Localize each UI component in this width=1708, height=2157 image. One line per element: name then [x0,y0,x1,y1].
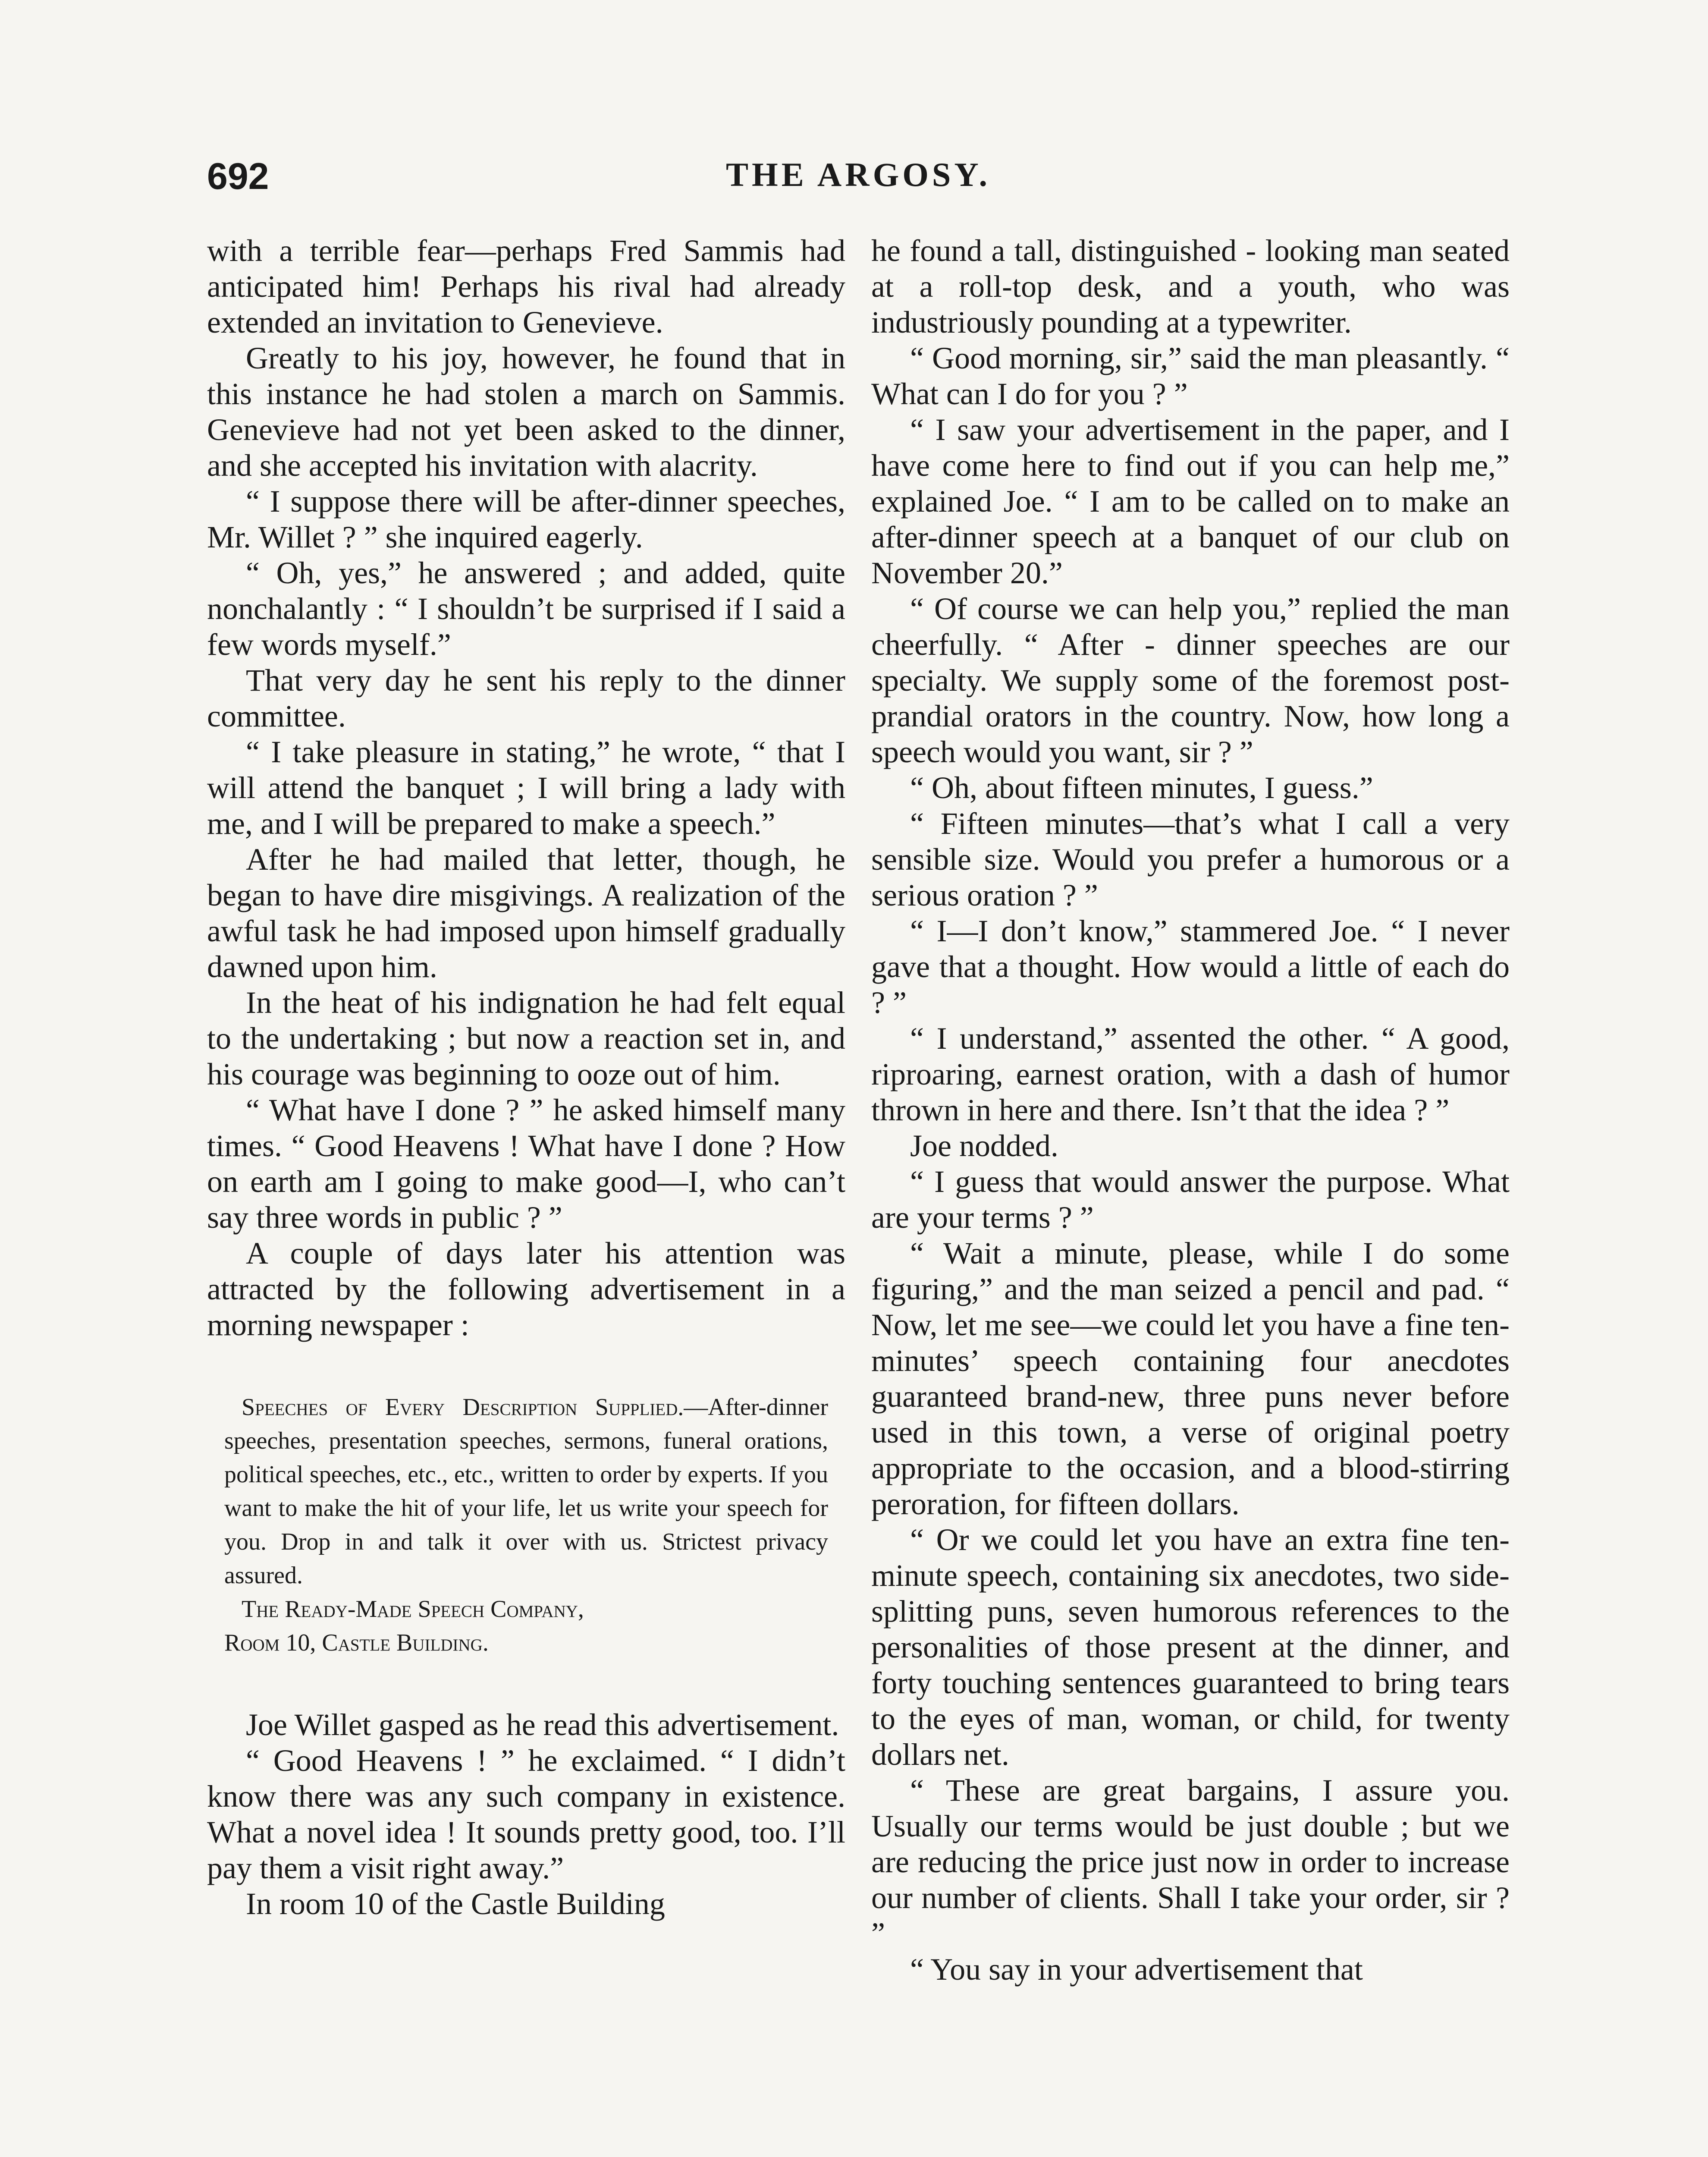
newspaper-advertisement [224,1390,828,1660]
paragraph: That very day he sent his reply to the dinner committee. [207,663,845,733]
ad-body: —After-dinner speeches, presentation speeches, sermons, funeral orations, political speeches, etc., etc., written to order by experts. If you want to make the hit of your life, let us write your speech for you. Drop in and talk it over with us. Strictest privacy assured. [224,1394,828,1589]
paragraph: “ Oh, about fifteen minutes, I guess.” [910,770,1373,805]
paragraph: “ I guess that would answer the purpose. What are your terms ? ” [871,1164,1510,1235]
ad-text [224,1390,828,1592]
paragraph: “ These are great bargains, I assure you. Usually our terms would be just double ; but we are reducing the price just now in order to increase our number of clients. Shall I take your order, sir ? ” [871,1773,1510,1951]
paragraph: Joe nodded. [910,1129,1058,1163]
paragraph: “ I—I don’t know,” stammered Joe. “ I never gave that a thought. How would a little of each do ? ” [871,914,1510,1020]
ad-heading: Speeches of Every Description Supplied. [242,1394,684,1421]
paragraph: “ You say in your advertisement that [910,1952,1363,1987]
paragraph: “ Wait a minute, please, while I do some figuring,” and the man seized a pencil and pad. “ Now, let me see—we could let you have a fine ten-minutes’ speech containing four anecdotes guaranteed brand-new, three puns never before used in this town, a verse of original poetry appropriate to the occasion, and a blood-stirring peroration, for fifteen dollars. [871,1236,1510,1521]
paragraph: with a terrible fear—perhaps Fred Sammis had anticipated him! Perhaps his rival had already extended an invitation to Genevieve. [207,233,845,340]
paragraph: “ Good Heavens ! ” he exclaimed. “ I didn’t know there was any such company in existence. What a novel idea ! It sounds pretty good, too. I’ll pay them a visit right away.” [207,1743,845,1885]
paragraph: “ I saw your advertisement in the paper, and I have come here to find out if you can help me,” explained Joe. “ I am to be called on to make an after-dinner speech at a banquet of our club on November 20.” [871,412,1510,590]
paragraph: “ Or we could let you have an extra fine ten-minute speech, containing six anecdotes, two side-splitting puns, seven humorous references to the personalities of those present at the dinner, and forty touching sentences guaranteed to bring tears to the eyes of man, woman, or child, for twenty dollars net. [871,1522,1510,1772]
paragraph: “ Good morning, sir,” said the man pleasantly. “ What can I do for you ? ” [871,341,1510,411]
paragraph: In the heat of his indignation he had felt equal to the undertaking ; but now a reaction set in, and his courage was beginning to ooze out of him. [207,985,845,1091]
paragraph: “ I understand,” assented the other. “ A good, riproaring, earnest oration, with a dash of humor thrown in here and there. Isn’t that the idea ? ” [871,1021,1510,1127]
page-number: 692 [207,156,269,197]
right-column [871,233,1510,1987]
ad-signature-company: The Ready-Made Speech Company, [242,1596,584,1622]
paragraph: In room 10 of the Castle Building [246,1887,665,1921]
page-header [207,155,1510,207]
paragraph: “ I take pleasure in stating,” he wrote, “ that I will attend the banquet ; I will bring a lady with me, and I will be prepared to make a speech.” [207,735,845,841]
paragraph: “ I suppose there will be after-dinner speeches, Mr. Willet ? ” she inquired eagerly. [207,484,845,554]
paragraph: Greatly to his joy, however, he found that in this instance he had stolen a march on Sammis. Genevieve had not yet been asked to the dinner, and she accepted his invitation with alacrity. [207,341,845,483]
paragraph: Joe Willet gasped as he read this advertisement. [246,1707,839,1742]
ad-signature-address: Room 10, Castle Building. [224,1629,489,1656]
paragraph: “ Oh, yes,” he answered ; and added, quite nonchalantly : “ I shouldn’t be surprised if I said a few words myself.” [207,556,845,662]
paragraph: he found a tall, distinguished - looking man seated at a roll-top desk, and a youth, who was industriously pounding at a typewriter. [871,233,1510,340]
paragraph: “ Fifteen minutes—that’s what I call a very sensible size. Would you prefer a humorous or a serious oration ? ” [871,806,1510,912]
paragraph: A couple of days later his attention was attracted by the following advertisement in a morning newspaper : [207,1236,845,1342]
left-column [207,233,845,1922]
paragraph: “ What have I done ? ” he asked himself many times. “ Good Heavens ! What have I done ? How on earth am I going to make good—I, who can’t say three words in public ? ” [207,1093,845,1235]
running-title: THE ARGOSY. [726,156,991,193]
paragraph: After he had mailed that letter, though, he began to have dire misgivings. A realization of the awful task he had imposed upon himself gradually dawned upon him. [207,842,845,984]
paragraph: “ Of course we can help you,” replied the man cheerfully. “ After - dinner speeches are our specialty. We supply some of the foremost post-prandial orators in the country. Now, how long a speech would you want, sir ? ” [871,591,1510,769]
